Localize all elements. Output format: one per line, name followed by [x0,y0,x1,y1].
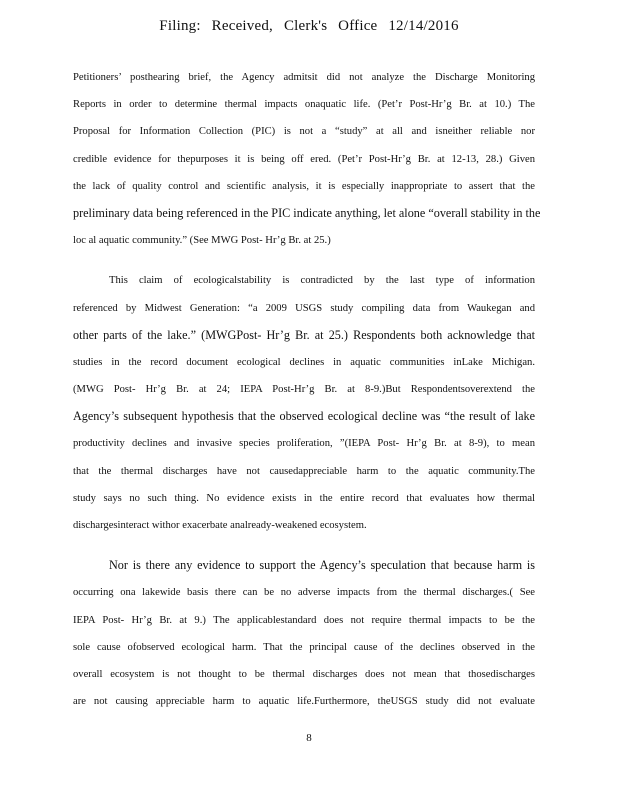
text-line: Agency’s subsequent hypothesis that the observed ecological decline was “the result of lake [73,409,535,424]
text-line: study says no such thing. No evidence exists in the entire record that evaluates how thermal [73,492,535,504]
text-line: This claim of ecologicalstability is contradicted by the last type of information [109,275,535,287]
paragraph [73,552,535,715]
text-line: loc al aquatic community.” (See MWG Post- Hr’g Br. at 25.) [73,235,331,247]
text-line: other parts of the lake.” (MWGPost- Hr’g Br. at 25.) Respondents both acknowledge that [73,327,535,342]
text-line: Petitioners’ posthearing brief, the Agency admitsit did not analyze the Discharge Monitoring [73,72,535,83]
body-text [73,64,541,715]
filing-header: Filing: Received, Clerk's Office 12/14/2016 [159,18,459,34]
text-line: sole cause ofobserved ecological harm. That the principal cause of the declines observed in the [73,641,535,653]
text-line: Reports in order to determine thermal impacts onaquatic life. (Pet’r Post-Hr’g Br. at 10.) The [73,99,535,111]
text-line: Nor is there any evidence to support the Agency’s speculation that because harm is [109,558,535,573]
text-line: that the thermal discharges have not causedappreciable harm to the aquatic community.The [73,465,535,477]
text-line: occurring ona lakewide basis there can be no adverse impacts from the thermal discharges.( See [73,587,535,599]
paragraph [73,64,541,254]
text-line: (MWG Post- Hr’g Br. at 24; IEPA Post-Hr’g Br. at 8-9.)But Respondentsoverextend the [73,384,535,396]
text-line: studies in the record document ecological declines in aquatic communities inLake Michigan. [73,356,535,368]
text-line: overall ecosystem is not thought to be thermal discharges does not mean that thosedischarges [73,668,535,680]
page-number: 8 [306,732,312,744]
text-line: IEPA Post- Hr’g Br. at 9.) The applicablestandard does not require thermal impacts to be the [73,614,535,626]
text-line: preliminary data being referenced in the PIC indicate anything, let alone “overall stability in the [73,205,541,220]
text-line: productivity declines and invasive species proliferation, ”(IEPA Post- Hr’g Br. at 8-9), to mean [73,438,535,450]
text-line: credible evidence for thepurposes it is being off ered. (Pet’r Post-Hr’g Br. at 12-13, 28.) Given [73,153,535,165]
paragraph [73,267,535,539]
text-line: are not causing appreciable harm to aquatic life.Furthermore, theUSGS study did not evaluate [73,696,535,708]
text-line: referenced by Midwest Generation: “a 2009 USGS study compiling data from Waukegan and [73,302,535,314]
text-line: Proposal for Information Collection (PIC) is not a “study” at all and isneither reliable nor [73,126,535,138]
text-line: the lack of quality control and scientific analysis, it is especially inappropriate to assert that the [73,180,535,192]
text-line: dischargesinteract withor exacerbate analready-weakened ecosystem. [73,520,367,531]
